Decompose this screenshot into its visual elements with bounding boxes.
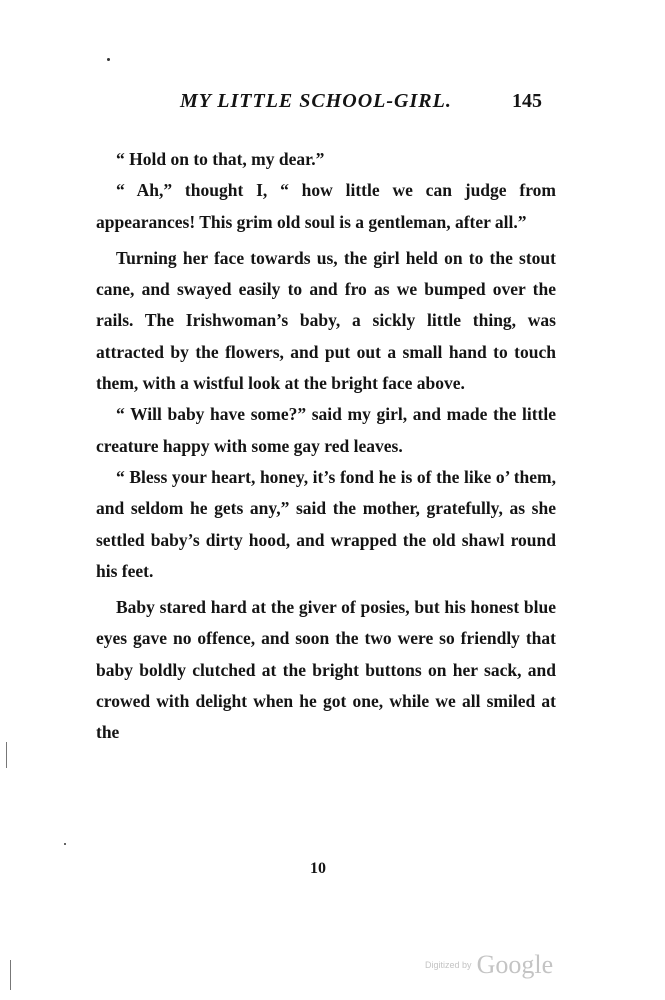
paragraph: “ Hold on to that, my dear.” <box>116 149 325 169</box>
watermark-prefix: Digitized by <box>425 960 472 970</box>
page-number: 145 <box>512 90 542 112</box>
paragraph: Turning her face towards us, the girl held on to the stout cane, and swayed easily to and fro as we bumped over the rails. The Irishwoman’s baby, a sickly little thing, was attracted by the flowers, and put out a small hand to touch them, with a wistful look at the bright face above. <box>96 247 556 394</box>
paragraph: “ Bless your heart, honey, it’s fond he is of the like o’ them, and seldom he gets any,” said the mother, gratefully, as she settled baby’s dirty hood, and wrapped the old shawl round his feet. <box>96 466 556 581</box>
ink-speck <box>64 843 66 845</box>
paragraph: Baby stared hard at the giver of posies, but his honest blue eyes gave no offence, and soon the two were so friendly that baby boldly clutched at the bright buttons on her sack, and crowed with delight when he got one, while we all smiled at the <box>96 597 556 743</box>
running-header <box>96 90 542 120</box>
margin-mark <box>10 960 11 990</box>
paragraph: “ Ah,” thought I, “ how little we can judge from appearances! This grim old soul is a gentleman, after all.” <box>96 180 556 232</box>
digitization-watermark <box>425 950 553 980</box>
margin-mark <box>6 742 7 768</box>
signature-mark: 10 <box>310 860 326 877</box>
watermark-brand: Google <box>476 950 554 979</box>
ink-speck <box>107 58 110 61</box>
body-text <box>96 144 556 749</box>
running-title: MY LITTLE SCHOOL-GIRL. <box>180 90 452 112</box>
paragraph: “ Will baby have some?” said my girl, and made the little creature happy with some gay red leaves. <box>96 404 556 456</box>
